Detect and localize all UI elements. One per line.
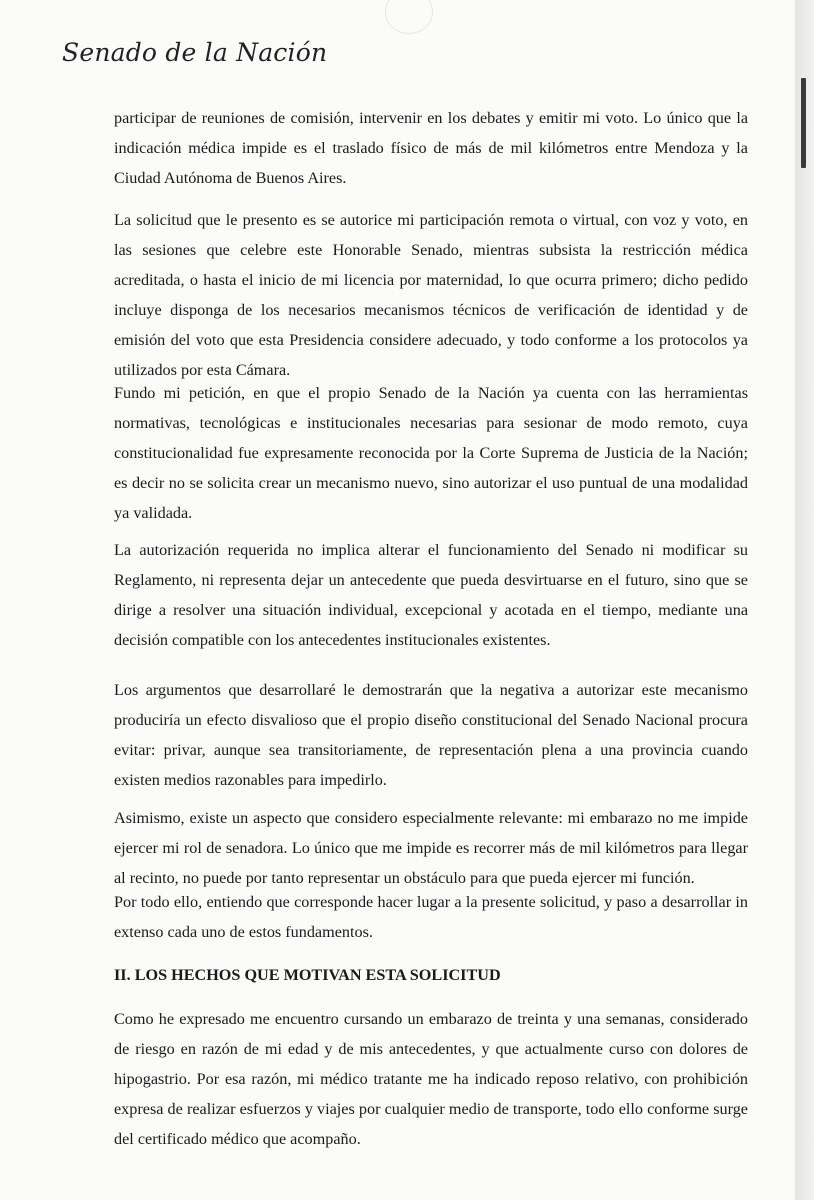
paragraph-1: participar de reuniones de comisión, intervenir en los debates y emitir mi voto. Lo único que la indicación médica impide es el traslado físico de más de mil kilómetros entre Mendoza y la Ciudad Autónoma de Buenos Aires. (114, 109, 748, 187)
paragraph-5: Los argumentos que desarrollaré le demostrarán que la negativa a autorizar este mecanismo produciría un efecto disvalioso que el propio diseño constitucional del Senado Nacional procura evitar: privar, aunque sea transitoriamente, de representación plena a una provincia cuando existen medios razonables para impedirlo. (114, 681, 748, 789)
paragraph-4: La autorización requerida no implica alterar el funcionamiento del Senado ni modificar su Reglamento, ni representa dejar un antecedente que pueda desvirtuarse en el futuro, sino que se dirige a resolver una situación individual, excepcional y acotada en el tiempo, mediante una decisión compatible con los antecedentes institucionales existentes. (114, 541, 748, 649)
paragraph-3: Fundo mi petición, en que el propio Senado de la Nación ya cuenta con las herramientas normativas, tecnológicas e institucionales necesarias para sesionar de modo remoto, cuya constitucionalidad fue expresamente reconocida por la Corte Suprema de Justicia de la Nación; es decir no se solicita crear un mecanismo nuevo, sino autorizar el uso puntual de una modalidad ya validada. (114, 384, 748, 522)
section-paragraph: Como he expresado me encuentro cursando un embarazo de treinta y una semanas, considerado de riesgo en razón de mi edad y de mis antecedentes, y que actualmente curso con dolores de hipogastrio. Por esa razón, mi médico tratante me ha indicado reposo relativo, con prohibición expresa de realizar esfuerzos y viajes por cualquier medio de transporte, todo ello conforme surge del certificado médico que acompaño. (114, 1010, 748, 1148)
paragraph-2: La solicitud que le presento es se autorice mi participación remota o virtual, con voz y voto, en las sesiones que celebre este Honorable Senado, mientras subsista la restricción médica acreditada, o hasta el inicio de mi licencia por maternidad, lo que ocurra primero; dicho pedido incluye disponga de los necesarios mecanismos técnicos de verificación de identidad y de emisión del voto que esta Presidencia considere adecuado, y todo conforme a los protocolos ya utilizados por esta Cámara. (114, 211, 748, 379)
paragraph-6: Asimismo, existe un aspecto que considero especialmente relevante: mi embarazo no me impide ejercer mi rol de senadora. Lo único que me impide es recorrer más de mil kilómetros para llegar al recinto, no puede por tanto representar un obstáculo para que pueda ejercer mi función. (114, 809, 748, 887)
paragraph-7: Por todo ello, entiendo que corresponde hacer lugar a la presente solicitud, y paso a desarrollar in extenso cada uno de estos fundamentos. (114, 893, 748, 941)
page-edge-shadow (795, 0, 814, 1200)
letterhead-seal (385, 0, 433, 34)
letterhead-title: Senado de la Nación (62, 38, 328, 67)
page-edge-mark (801, 78, 806, 168)
section-heading: II. LOS HECHOS QUE MOTIVAN ESTA SOLICITUD (114, 966, 501, 984)
